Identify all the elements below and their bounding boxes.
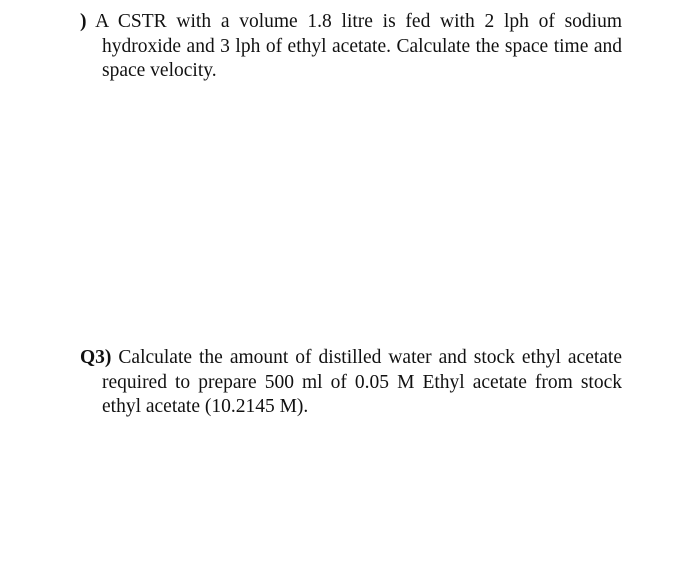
- question-number: ): [80, 11, 87, 32]
- question-number: Q3): [80, 347, 112, 368]
- question-partial: [80, 10, 622, 84]
- question-text: Calculate the amount of distilled water and stock ethyl acetate required to prepare 500 ml of 0.05 M Ethyl acetate from stock ethyl acetate (10.2145 M).: [102, 347, 622, 417]
- question-text: A CSTR with a volume 1.8 litre is fed with 2 lph of sodium hydroxide and 3 lph of ethyl acetate. Calculate the space time and space velocity.: [95, 11, 622, 81]
- question-3: [80, 346, 622, 420]
